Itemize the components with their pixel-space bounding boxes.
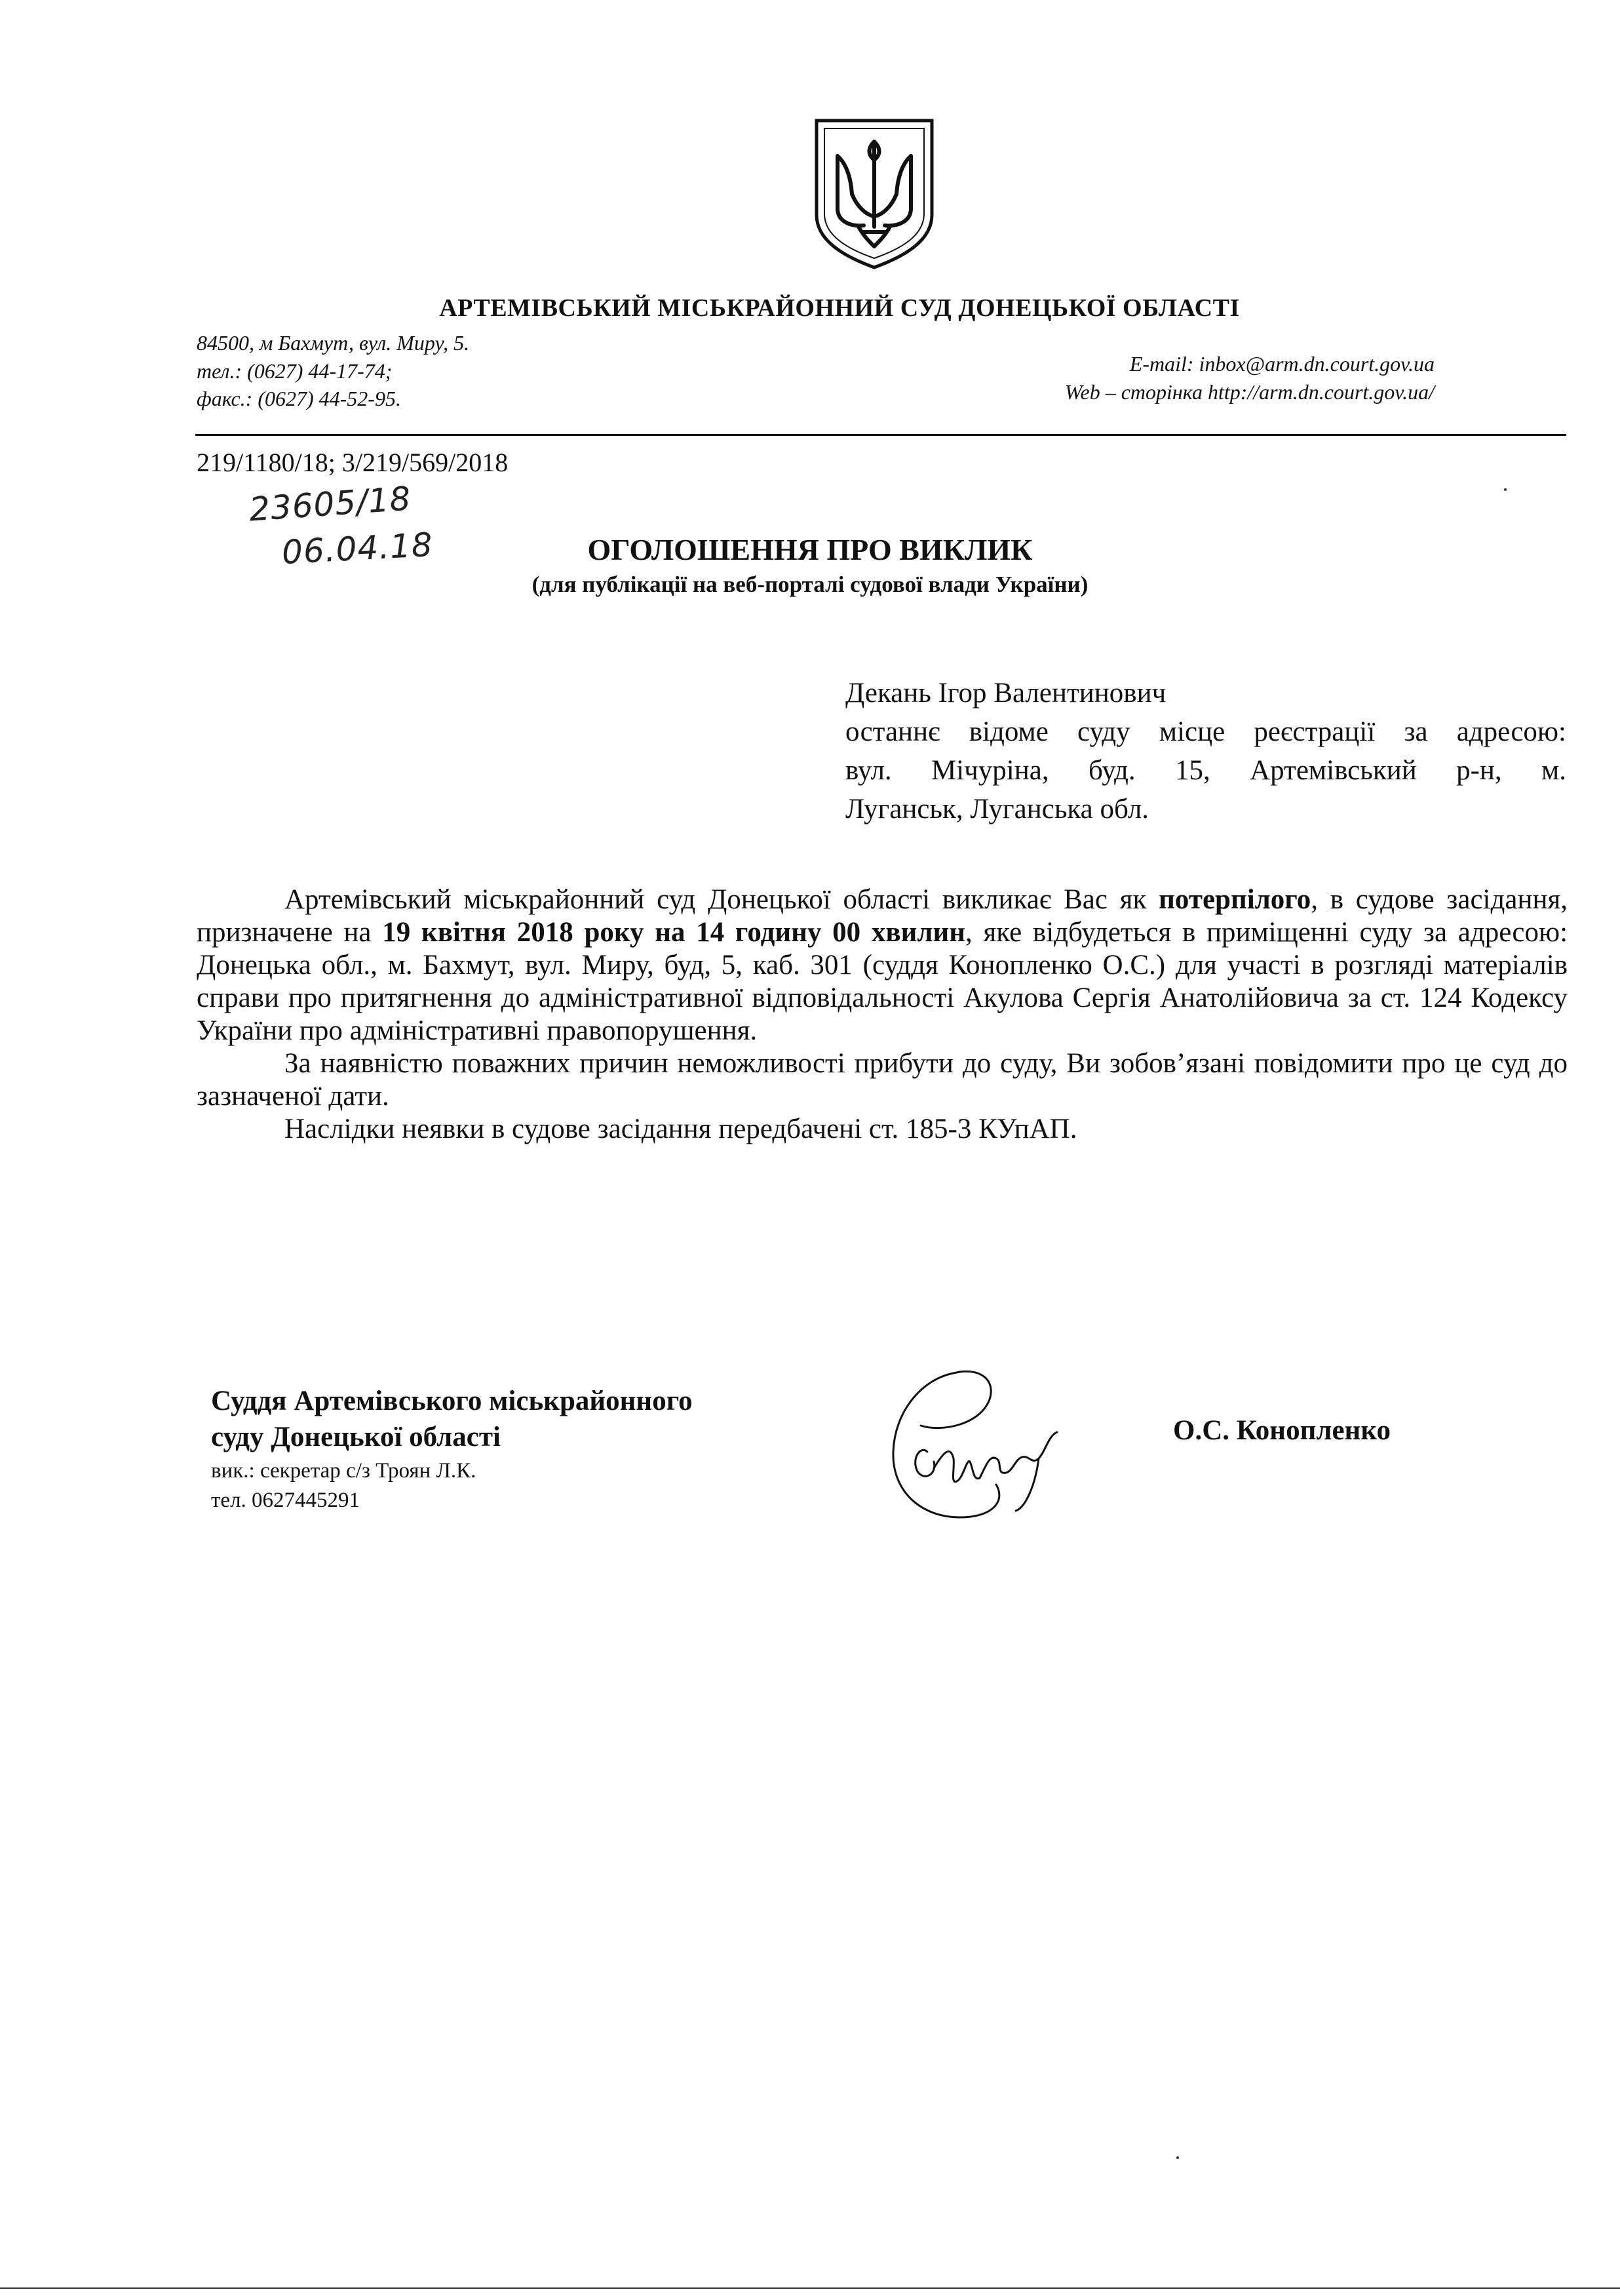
- judge-title-line-2: суду Донецької області: [211, 1422, 501, 1452]
- coat-of-arms-emblem: [811, 117, 937, 270]
- executor-phone: тел. 0627445291: [211, 1489, 360, 1512]
- header-divider: [195, 434, 1566, 436]
- judge-title-line-1: Суддя Артемівського міськрайонного: [211, 1386, 693, 1416]
- hearing-datetime: 19 квітня 2018 року на 14 годину 00 хвилин: [382, 917, 966, 948]
- addressee-line-2: вул. Мічуріна, буд. 15, Артемівський р-н, м.: [845, 755, 1566, 786]
- court-address: 84500, м Бахмут, вул. Миру, 5.: [197, 331, 470, 355]
- court-name: АРТЕМІВСЬКИЙ МІСЬКРАЙОННИЙ СУД ДОНЕЦЬКОЇ ОБЛАСТІ: [439, 294, 1240, 322]
- executor-info: [211, 1456, 476, 1515]
- addressee-line-3: Луганськ, Луганська обл.: [845, 794, 1149, 825]
- summons-text-3: , яке відбудеться в приміщенні суду за адресою: Донецька обл., м. Бахмут, вул. Миру, буд, 5, каб. 301 (суддя Конопленко О.С.) для участі в розгляді матеріалів справи про притягнення до адміністративної відповідальності Акулова Сергія Анатолійовича за ст. 124 Кодексу України про адміністративні правопорушення.: [197, 917, 1568, 1046]
- notice-body: [197, 884, 1568, 1146]
- judge-name: О.С. Конопленко: [1173, 1415, 1391, 1446]
- judge-title: [211, 1383, 693, 1455]
- handwritten-registration-number: 23605/18: [248, 479, 413, 529]
- addressee-line-1: останнє відоме суду місце реєстрації за адресою:: [845, 716, 1566, 747]
- scan-speck: [1176, 2156, 1179, 2159]
- scan-edge-line: [0, 2287, 1620, 2289]
- document-subtitle: (для публікації на веб-порталі судової влади України): [531, 572, 1089, 597]
- court-email: E-mail: inbox@arm.dn.court.gov.ua: [1129, 352, 1435, 376]
- addressee-name: Декань Ігор Валентинович: [845, 678, 1167, 709]
- court-website: Web – сторінка http://arm.dn.court.gov.ua/: [1064, 380, 1435, 404]
- summons-text-2: , в судове засідання, призначене на: [197, 884, 1568, 948]
- handwritten-registration-date: 06.04.18: [280, 526, 434, 572]
- paragraph-summons: [197, 884, 1568, 1047]
- court-fax: факс.: (0627) 44-52-95.: [197, 387, 401, 410]
- scan-speck: [1504, 488, 1507, 491]
- case-numbers: 219/1180/18; 3/219/569/2018: [197, 448, 509, 477]
- paragraph-consequences: Наслідки неявки в судове засідання передбачені ст. 185-3 КУпАП.: [284, 1114, 1077, 1144]
- court-phone: тел.: (0627) 44-17-74;: [197, 359, 393, 383]
- executor-name: вик.: секретар с/з Троян Л.К.: [211, 1459, 476, 1483]
- handwritten-signature: [881, 1353, 1078, 1530]
- document-title: ОГОЛОШЕННЯ ПРО ВИКЛИК: [587, 533, 1033, 566]
- summons-role: потерпілого: [1159, 884, 1311, 915]
- summons-text-1: Артемівський міськрайонний суд Донецької області викликає Вас як: [284, 884, 1159, 915]
- paragraph-notify: За наявністю поважних причин неможливості прибути до суду, Ви зобов’язані повідомити про це суд до зазначеної дати.: [197, 1048, 1568, 1112]
